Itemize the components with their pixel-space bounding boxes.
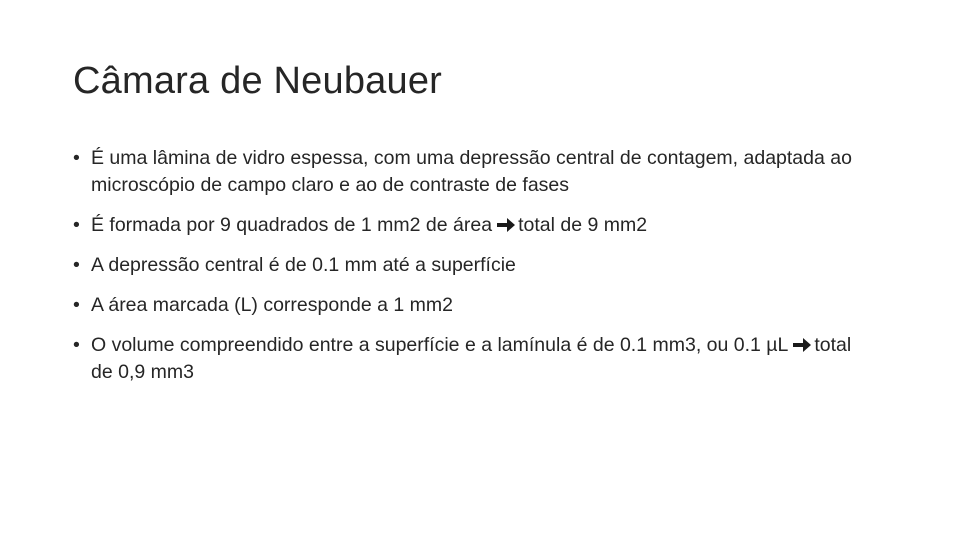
slide-title: Câmara de Neubauer bbox=[73, 60, 443, 102]
bullet-marker: • bbox=[73, 254, 80, 276]
bullet-text: total de 0,9 mm3 bbox=[91, 334, 852, 383]
bullet-marker: • bbox=[73, 147, 80, 169]
right-arrow-icon bbox=[497, 217, 515, 233]
bullet-marker: • bbox=[73, 294, 80, 316]
bullet-marker: • bbox=[73, 334, 80, 356]
bullet-text: total de 9 mm2 bbox=[518, 214, 648, 236]
bullet-text: É formada por 9 quadrados de 1 mm2 de área bbox=[91, 214, 493, 236]
bullet-item bbox=[73, 292, 873, 319]
right-arrow-icon bbox=[793, 337, 811, 353]
bullet-text: É uma lâmina de vidro espessa, com uma depressão central de contagem, adaptada ao microscópio de campo claro e ao de contraste de fases bbox=[91, 147, 852, 196]
bullet-item bbox=[73, 332, 873, 386]
bullet-item bbox=[73, 145, 873, 199]
bullet-marker: • bbox=[73, 214, 80, 236]
bullet-text: A área marcada (L) corresponde a 1 mm2 bbox=[91, 294, 454, 316]
bullet-item bbox=[73, 212, 873, 239]
bullet-text: O volume compreendido entre a superfície e a lamínula é de 0.1 mm3, ou 0.1 µL bbox=[91, 334, 789, 356]
bullet-list bbox=[73, 145, 873, 399]
bullet-item bbox=[73, 252, 873, 279]
bullet-text: A depressão central é de 0.1 mm até a superfície bbox=[91, 254, 516, 276]
